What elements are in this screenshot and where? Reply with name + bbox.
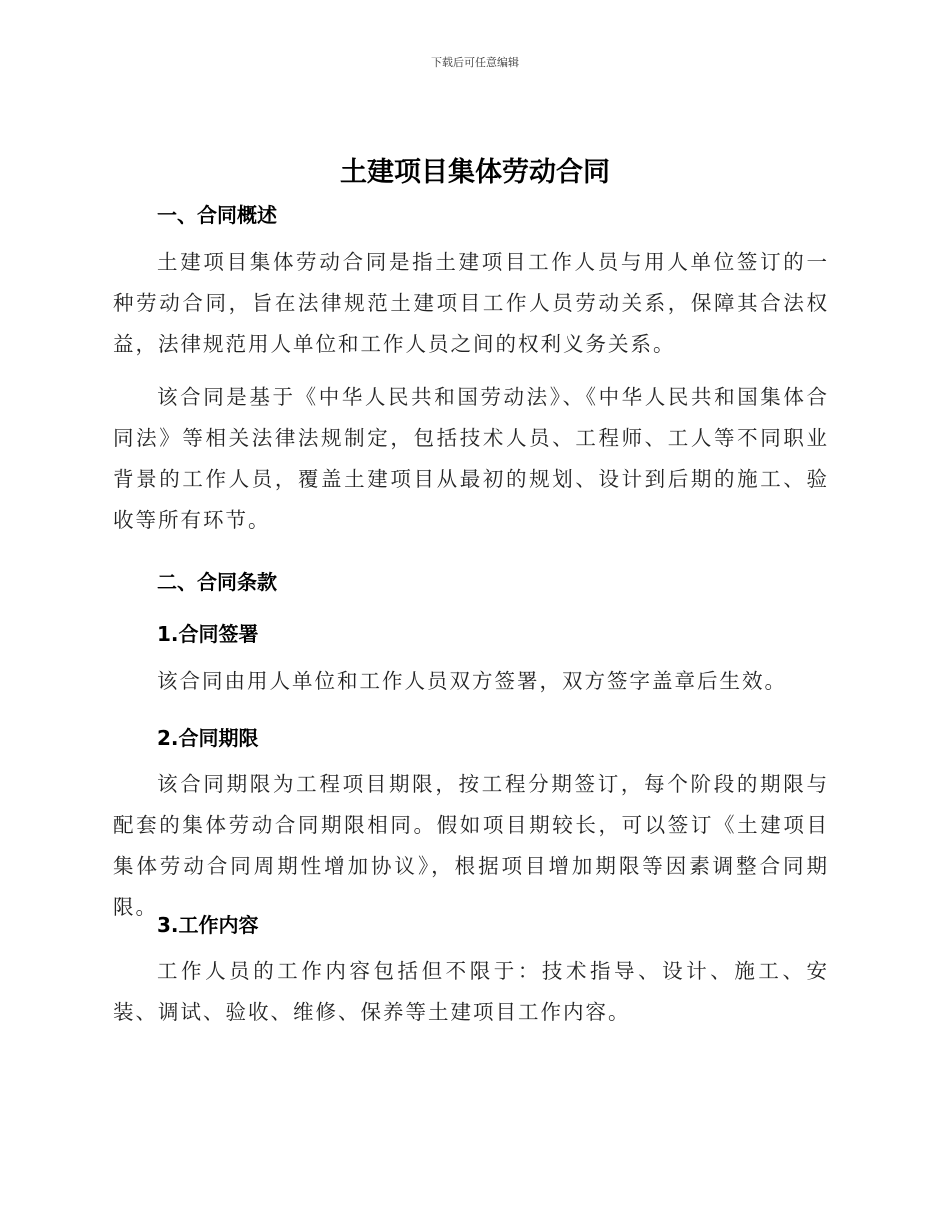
subheading-work-content: 3.工作内容 [157,913,259,937]
period-paragraph: 该合同期限为工程项目期限，按工程分期签订，每个阶段的期限与配套的集体劳动合同期限相同。假如项目期较长，可以签订《土建项目集体劳动合同周期性增加协议》，根据项目增加期限等因素调整合同期限。 [113,772,829,919]
document-title: 土建项目集体劳动合同 [340,157,610,188]
overview-paragraph-2: 该合同是基于《中华人民共和国劳动法》、《中华人民共和国集体合同法》等相关法律法规制定，包括技术人员、工程师、工人等不同职业背景的工作人员，覆盖土建项目从最初的规划、设计到后期的施工、验收等所有环节。 [113,385,829,532]
overview-paragraph-1: 土建项目集体劳动合同是指土建项目工作人员与用人单位签订的一种劳动合同，旨在法律规范土建项目工作人员劳动关系，保障其合法权益，法律规范用人单位和工作人员之间的权利义务关系。 [113,250,829,356]
section-heading-overview: 一、合同概述 [157,203,277,227]
signing-paragraph: 该合同由用人单位和工作人员双方签署，双方签字盖章后生效。 [157,669,787,693]
subheading-signing: 1.合同签署 [157,622,259,646]
page-header-note: 下载后可任意编辑 [431,56,519,69]
work-content-paragraph: 工作人员的工作内容包括但不限于：技术指导、设计、施工、安装、调试、验收、维修、保养等土建项目工作内容。 [113,959,829,1024]
subheading-period: 2.合同期限 [157,726,259,750]
section-heading-terms: 二、合同条款 [157,570,277,594]
